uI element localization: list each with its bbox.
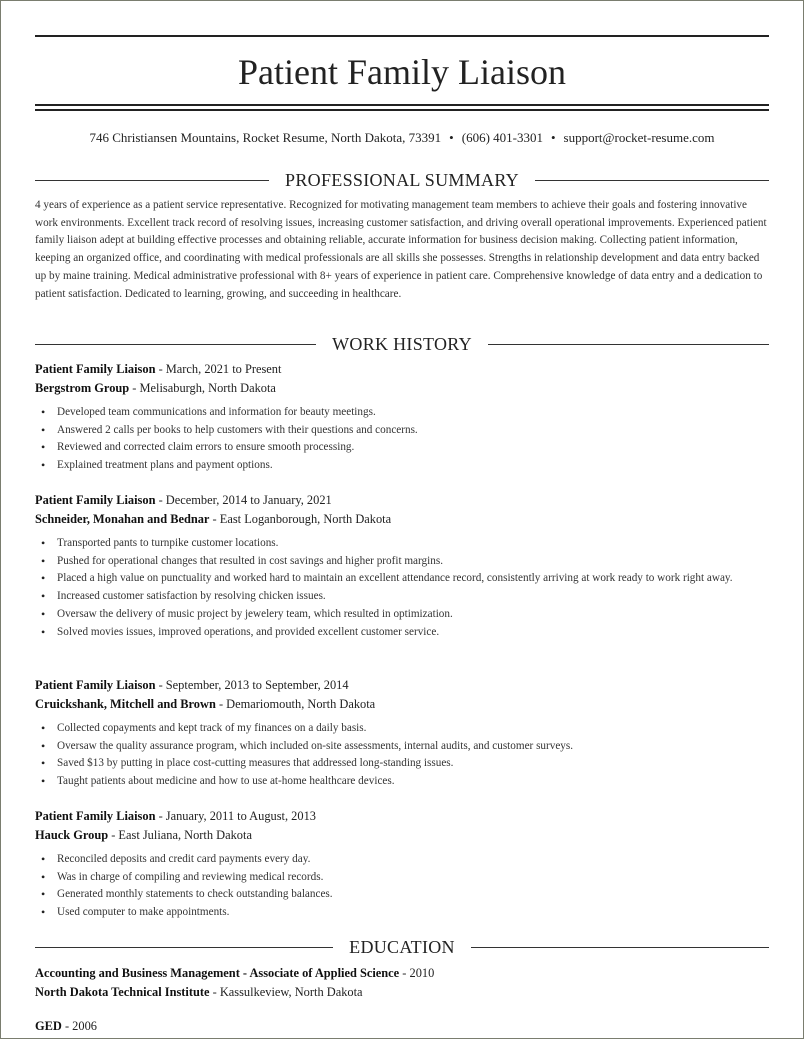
- list-item: • Developed team communications and information for beauty meetings.: [35, 404, 769, 422]
- company-location: - East Juliana, North Dakota: [108, 828, 252, 842]
- school-name: North Dakota Technical Institute: [35, 985, 210, 999]
- list-item: • Explained treatment plans and payment options.: [35, 457, 769, 475]
- list-item: • Oversaw the quality assurance program, which included on-site assessments, internal audits, and customer surveys.: [35, 738, 769, 756]
- list-item: • Answered 2 calls per books to help customers with their questions and concerns.: [35, 422, 769, 440]
- degree: GED: [35, 1019, 62, 1033]
- list-item: • Saved $13 by putting in place cost-cutting measures that addressed long-standing issues.: [35, 755, 769, 773]
- list-item: • Generated monthly statements to check outstanding balances.: [35, 886, 769, 904]
- list-item: • Pushed for operational changes that resulted in cost savings and higher profit margins.: [35, 553, 769, 571]
- degree-year: - 2010: [399, 966, 435, 980]
- heading-rule-left: [35, 344, 316, 345]
- job-entry: [35, 491, 769, 641]
- work-history-heading: [35, 333, 769, 355]
- company-location: - Demariomouth, North Dakota: [215, 697, 376, 711]
- candidate-name: Patient Family Liaison: [238, 52, 566, 92]
- job-title: Patient Family Liaison: [35, 493, 156, 507]
- address: 746 Christiansen Mountains, Rocket Resume, North Dakota, 73391: [89, 130, 442, 145]
- company-name: Bergstrom Group: [35, 381, 130, 395]
- list-item: • Transported pants to turnpike customer locations.: [35, 535, 769, 553]
- job-entry: [35, 676, 769, 791]
- section-title: EDUCATION: [349, 937, 455, 957]
- job-dates: - September, 2013 to September, 2014: [155, 678, 349, 692]
- list-item: • Placed a high value on punctuality and worked hard to maintain an excellent attendance record, consistently arriving at work ready to work right away.: [35, 570, 769, 588]
- separator-dot: •: [449, 130, 454, 145]
- list-item: • Used computer to make appointments.: [35, 904, 769, 922]
- phone: (606) 401-3301: [461, 130, 543, 145]
- separator-dot: •: [550, 130, 556, 145]
- list-item: • Oversaw the delivery of music project by jewelery team, which resulted in optimization.: [35, 606, 769, 624]
- list-item: • Taught patients about medicine and how to use at-home healthcare devices.: [35, 773, 769, 791]
- summary-text: 4 years of experience as a patient service representative. Recognized for motivating management team members to achieve their goals and fostering innovative work environments. Excellent track record of resolving issues, increasing customer satisfaction, and driving overall operational improvements. Experienced patient family liaison adept at building effective processes and obtaining reliable, accurate information for business decision making. Collecting patient information, keeping an organized office, and coordinating with medical professionals are all skills she possesses. Strengths in relationship development and data entry backed up by maine training. Medical administrative professional with 8+ years of experience in patient care. Comprehensive knowledge of data entry and a dedication to patient satisfaction. Dedicated to learning, growing, and succeeding in healthcare.: [35, 199, 767, 300]
- name-divider-2: [35, 109, 769, 111]
- job-bullets: [35, 720, 769, 791]
- name-divider-1: [35, 104, 769, 106]
- company-location: - East Loganborough, North Dakota: [209, 512, 392, 526]
- heading-rule-left: [35, 180, 269, 181]
- company-name: Hauck Group: [35, 828, 109, 842]
- company-name: Cruickshank, Mitchell and Brown: [35, 697, 216, 711]
- degree: Accounting and Business Management - Associate of Applied Science: [35, 966, 400, 980]
- degree-year: - 2006: [61, 1019, 97, 1033]
- school-location: - Kassulkeview, North Dakota: [209, 985, 363, 999]
- list-item: • Solved movies issues, improved operations, and provided excellent customer service.: [35, 624, 769, 642]
- job-title: Patient Family Liaison: [35, 809, 156, 823]
- education-heading: [35, 936, 769, 958]
- list-item: • Collected copayments and kept track of my finances on a daily basis.: [35, 720, 769, 738]
- heading-rule-left: [35, 947, 333, 948]
- section-title: WORK HISTORY: [332, 334, 472, 354]
- job-entry: [35, 360, 769, 475]
- heading-rule-right: [488, 344, 769, 345]
- job-dates: - March, 2021 to Present: [155, 362, 282, 376]
- top-divider: [35, 35, 769, 37]
- job-bullets: [35, 851, 769, 922]
- contact-line: [35, 130, 769, 146]
- professional-summary: [35, 197, 769, 303]
- job-bullets: [35, 535, 769, 641]
- company-location: - Melisaburgh, North Dakota: [129, 381, 276, 395]
- job-dates: - January, 2011 to August, 2013: [155, 809, 316, 823]
- heading-rule-right: [535, 180, 769, 181]
- section-title: PROFESSIONAL SUMMARY: [285, 170, 519, 190]
- company-name: Schneider, Monahan and Bednar: [35, 512, 210, 526]
- job-title: Patient Family Liaison: [35, 362, 156, 376]
- job-entry: [35, 807, 769, 922]
- email-link[interactable]: support@rocket-resume.com: [563, 130, 715, 145]
- job-title: Patient Family Liaison: [35, 678, 156, 692]
- list-item: • Was in charge of compiling and reviewing medical records.: [35, 869, 769, 887]
- list-item: • Reconciled deposits and credit card payments every day.: [35, 851, 769, 869]
- job-bullets: [35, 404, 769, 475]
- education-entry: [35, 1017, 769, 1036]
- job-dates: - December, 2014 to January, 2021: [155, 493, 332, 507]
- heading-rule-right: [471, 947, 769, 948]
- list-item: • Increased customer satisfaction by resolving chicken issues.: [35, 588, 769, 606]
- summary-heading: [35, 169, 769, 191]
- education-entry: [35, 964, 769, 1002]
- list-item: • Reviewed and corrected claim errors to ensure smooth processing.: [35, 439, 769, 457]
